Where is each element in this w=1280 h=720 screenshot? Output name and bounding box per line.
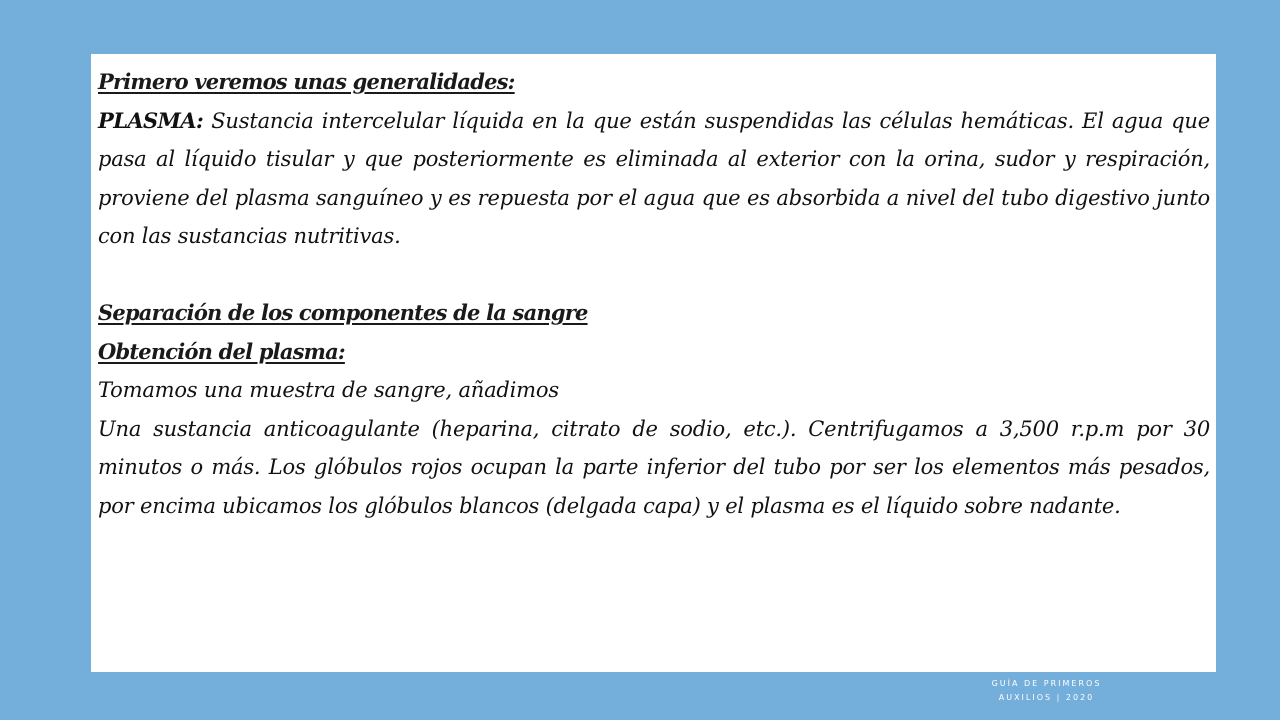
obtention-line-1: Tomamos una muestra de sangre, añadimos — [98, 378, 559, 402]
obtention-paragraph: Una sustancia anticoagulante (heparina, citrato de sodio, etc.). Centrifugamos a 3,500 r.p.m por 30 minutos o más. Los glóbulos rojos ocupan la parte inferior del tubo por ser los elementos más pesados, por encima ubicamos los glóbulos blancos (delgada capa) y el plasma es el líquido sobre nadante. — [98, 416, 1210, 518]
content-panel — [91, 54, 1216, 672]
footer-caption — [980, 677, 1113, 705]
plasma-paragraph — [98, 102, 1210, 256]
intro-heading: Primero veremos unas generalidades: — [98, 69, 515, 94]
plasma-text: Sustancia intercelular líquida en la que están suspendidas las células hemáticas. El agua que pasa al líquido tisular y que posteriormente es eliminada al exterior con la orina, sudor y respiración, proviene del plasma sanguíneo y es repuesta por el agua que es absorbida a nivel del tubo digestivo junto con las sustancias nutritivas. — [98, 108, 1210, 248]
footer-line-2: AUXILIOS | 2020 — [998, 693, 1095, 702]
footer-line-1: GUÍA DE PRIMEROS — [991, 679, 1102, 688]
separation-heading: Separación de los componentes de la sangre — [98, 300, 588, 325]
obtention-heading: Obtención del plasma: — [98, 338, 345, 364]
paragraph-spacer — [98, 256, 1210, 295]
slide-content — [98, 63, 1210, 525]
plasma-label: PLASMA: — [98, 107, 204, 133]
